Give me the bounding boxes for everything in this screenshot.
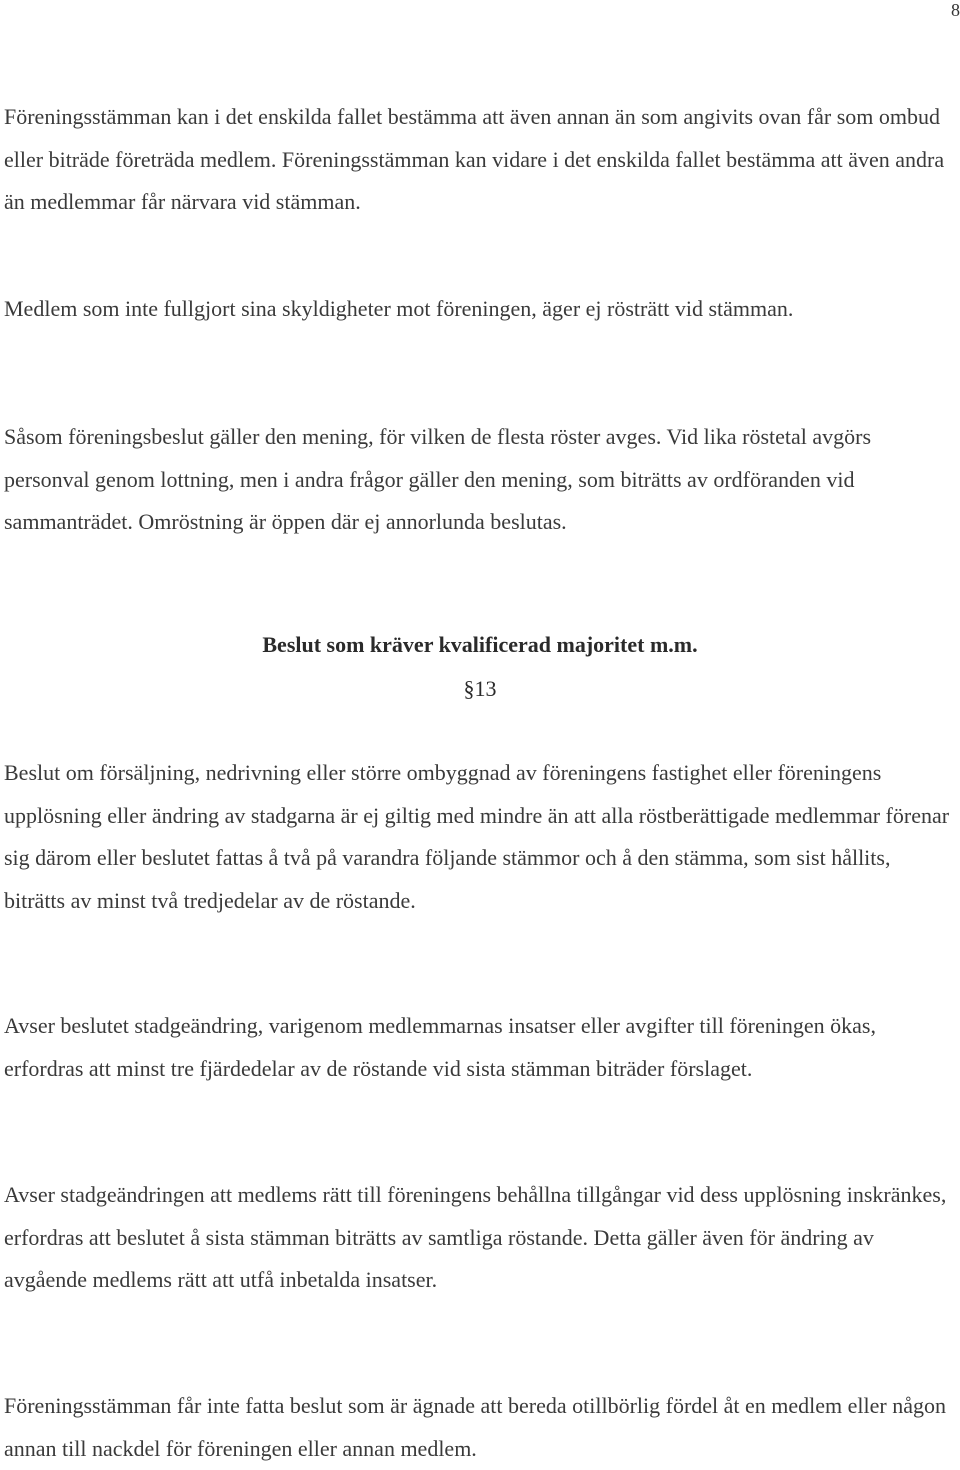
paragraph-foreningsbeslut: Såsom föreningsbeslut gäller den mening, för vilken de flesta röster avges. Vid lika röstetal avgörs personval genom lottning, men i andra frågor gäller den mening, som biträtts av ordföranden vid sammanträdet. Omröstning är öppen där ej annorlunda beslutas.	[4, 424, 872, 534]
section-heading: Beslut som kräver kvalificerad majoritet m.m.	[262, 632, 698, 657]
section-number: §13	[463, 676, 497, 701]
page-number: 8	[951, 0, 960, 20]
paragraph-stadgeandring-tillgangar: Avser stadgeändringen att medlems rätt till föreningens behållna tillgångar vid dess upplösning inskränkes, erfordras att beslutet å sista stämman biträtts av samtliga röstande. Detta gäller även för ändring av avgående medlems rätt att utfå inbetalda insatser.	[4, 1182, 947, 1292]
paragraph-otillborlig-fordel: Föreningsstämman får inte fatta beslut som är ägnade att bereda otillbörlig fördel åt en medlem eller någon annan till nackdel för föreningen eller annan medlem.	[4, 1393, 947, 1461]
paragraph-stadgeandring-insatser: Avser beslutet stadgeändring, varigenom medlemmarnas insatser eller avgifter till föreningen ökas, erfordras att minst tre fjärdedelar av de röstande vid sista stämman biträder förslaget.	[4, 1013, 876, 1081]
paragraph-ombud: Föreningsstämman kan i det enskilda fallet bestämma att även annan än som angivits ovan får som ombud eller biträde företräda medlem. Föreningsstämman kan vidare i det enskilda fallet bestämma att även andra än medlemmar får närvara vid stämman.	[4, 104, 945, 214]
paragraph-forsaljning: Beslut om försäljning, nedrivning eller större ombyggnad av föreningens fastighet eller föreningens upplösning eller ändring av stadgarna är ej giltig med mindre än att alla röstberättigade medlemmar förenar sig därom eller beslutet fattas å två på varandra följande stämmor och å den stämma, som sist hållits, biträtts av minst två tredjedelar av de röstande.	[4, 760, 950, 913]
paragraph-rostratt: Medlem som inte fullgjort sina skyldigheter mot föreningen, äger ej rösträtt vid stämman.	[4, 296, 794, 321]
